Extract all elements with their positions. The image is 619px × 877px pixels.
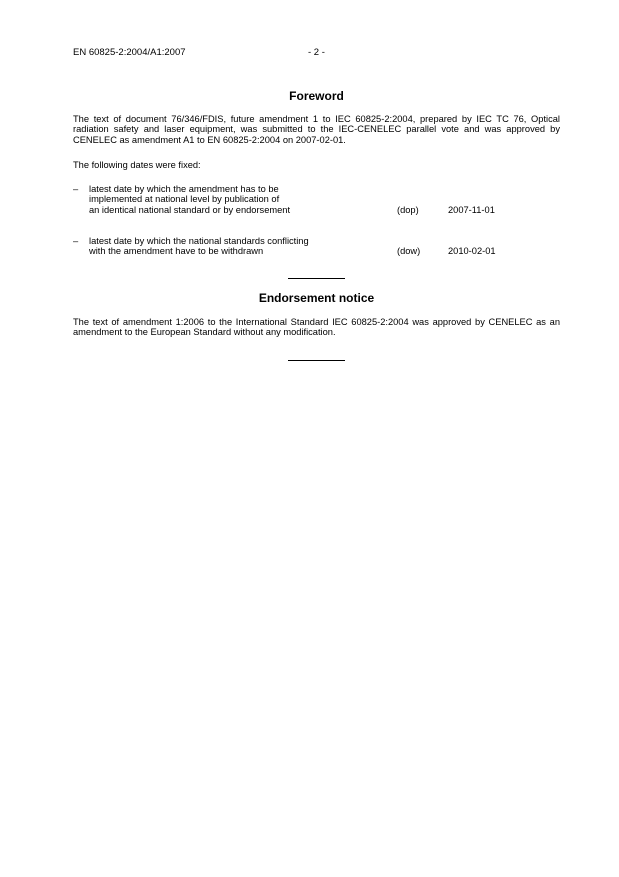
- list-dash: –: [73, 184, 79, 194]
- date-item-dop: [73, 184, 560, 216]
- foreword-paragraph: The text of document 76/346/FDIS, future amendment 1 to IEC 60825-2:2004, prepared by IEC TC 76, Optical radiation safety and laser equipment, was submitted to the IEC-CENELEC parallel vote and was approved by CENELEC as amendment A1 to EN 60825-2:2004 on 2007-02-01.: [73, 114, 560, 145]
- date-value: 2010-02-01: [448, 246, 496, 257]
- date-item-line: an identical national standard or by endorsement: [89, 204, 291, 215]
- section-divider: [288, 278, 345, 279]
- date-item-line: with the amendment have to be withdrawn: [89, 246, 264, 257]
- date-item-description: [89, 184, 389, 215]
- endorsement-title: Endorsement notice: [258, 291, 375, 305]
- date-item-line: implemented at national level by publication of: [89, 194, 280, 205]
- endorsement-paragraph: The text of amendment 1:2006 to the International Standard IEC 60825-2:2004 was approved by CENELEC as an amendment to the European Standard without any modification.: [73, 317, 560, 338]
- foreword-title: Foreword: [289, 89, 344, 103]
- page-number: - 2 -: [308, 47, 325, 58]
- dates-intro-paragraph: The following dates were fixed:: [73, 160, 201, 170]
- date-abbreviation: (dow): [397, 246, 421, 257]
- page-header: [73, 47, 573, 61]
- date-item-line: latest date by which the amendment has to be: [89, 184, 279, 194]
- date-value: 2007-11-01: [448, 204, 495, 215]
- date-abbreviation: (dop): [397, 204, 419, 215]
- date-item-line: latest date by which the national standards conflicting: [89, 236, 309, 246]
- date-item-dow: [73, 236, 560, 258]
- date-item-description: [89, 236, 389, 257]
- list-dash: –: [73, 236, 79, 246]
- end-divider: [288, 360, 345, 361]
- document-identifier: EN 60825-2:2004/A1:2007: [73, 47, 186, 58]
